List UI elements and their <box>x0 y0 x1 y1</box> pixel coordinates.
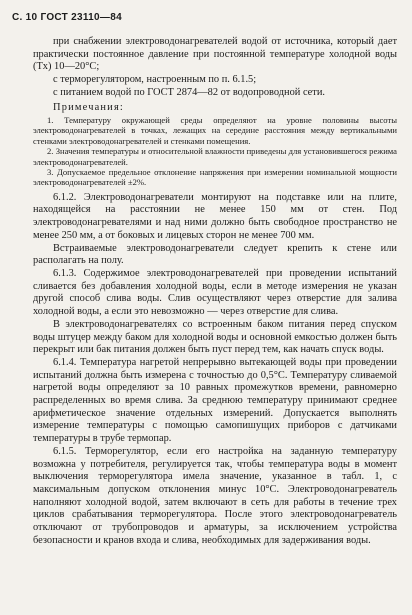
section-6-1-2: 6.1.2. Электроводонагреватели монтируют на подставке или на плите, находящейся на расстоянии не менее 150 мм от стен. Под электроводонагревателями и над ними должно быть свободное пространство не менее 250 мм, а от боковых и лицевых сторон не менее 700 мм. <box>33 191 397 241</box>
section-6-1-3: 6.1.3. Содержимое электроводонагревателей при проведении испытаний сливается без добавления холодной воды, если в методе измерения не указан другой способ слива воды. Слив осуществляют через отверстие для залива холодной воды, а если это невозможно — через отверстие для слива. <box>33 267 397 318</box>
section-6-1-5: 6.1.5. Терморегулятор, если его настройка на заданную температуру возможна у потребителя, регулируется так, чтобы температура воды в момент выключения терморегулятора имела значение, указанное в табл. 1, с максимальным допуском отклонения минус 10°С. Электроводонагреватель наполняют холодной водой, затем включают в сеть для работы в течение трех циклов срабатывания терморегулятора. После этого электроводонагреватель отключают от трубопроводов и арматуры, за исключением устройства безопасности и кранов входа и слива, необходимых для задерживания воды. <box>33 445 397 546</box>
paragraph: с терморегулятором, настроенным по п. 6.1.5; <box>53 74 257 86</box>
note-item: 2. Значения температуры и относительной влажности приведены для установившегося режима электроводонагревателей. <box>33 146 397 167</box>
note-item: 3. Допускаемое предельное отклонение напряжения при измерении номинальной мощности электроводонагревателей ±2%. <box>33 166 397 188</box>
page-header: С. 10 ГОСТ 23110—84 <box>12 12 122 23</box>
note-item: 1. Температуру окружающей среды определяют на уровне половины высоты электроводонагревателей в точках, лежащих на середине расстояния между вертикальными стенками электроводонагревателей и стенками помещения. <box>33 114 397 146</box>
section-6-1-4: 6.1.4. Температура нагретой непрерывно вытекающей воды при проведении испытаний должна быть измерена с точностью до 0,5°С. Температуру сливаемой нагретой воды определяют за 10 равных промежутков времени, равномерно распределенных во время слива. За среднюю температуру принимают среднее арифметическое значение отдельных измерений. Допускается выполнять измерение температуры с помощью самопишущих приборов с датчиками температуры в трубе термопар. <box>33 356 397 445</box>
paragraph: с питанием водой по ГОСТ 2874—82 от водопроводной сети. <box>53 86 325 98</box>
notes-title: Примечания: <box>53 101 125 113</box>
paragraph: при снабжении электроводонагревателей водой от источника, который дает практически постоянное давление при постоянной температуре холодной воды (Tx) 10—20°С; <box>33 36 397 73</box>
document-body <box>33 36 397 547</box>
paragraph: В электроводонагревателях со встроенным баком питания перед спуском воды штуцер между баком для холодной воды и основной емкостью должен быть перекрыт или бак питания должен быть пуст перед тем, как начать спуск воды. <box>33 318 397 356</box>
paragraph: Встраиваемые электроводонагреватели следует крепить к стене или располагать на полу. <box>33 242 397 267</box>
